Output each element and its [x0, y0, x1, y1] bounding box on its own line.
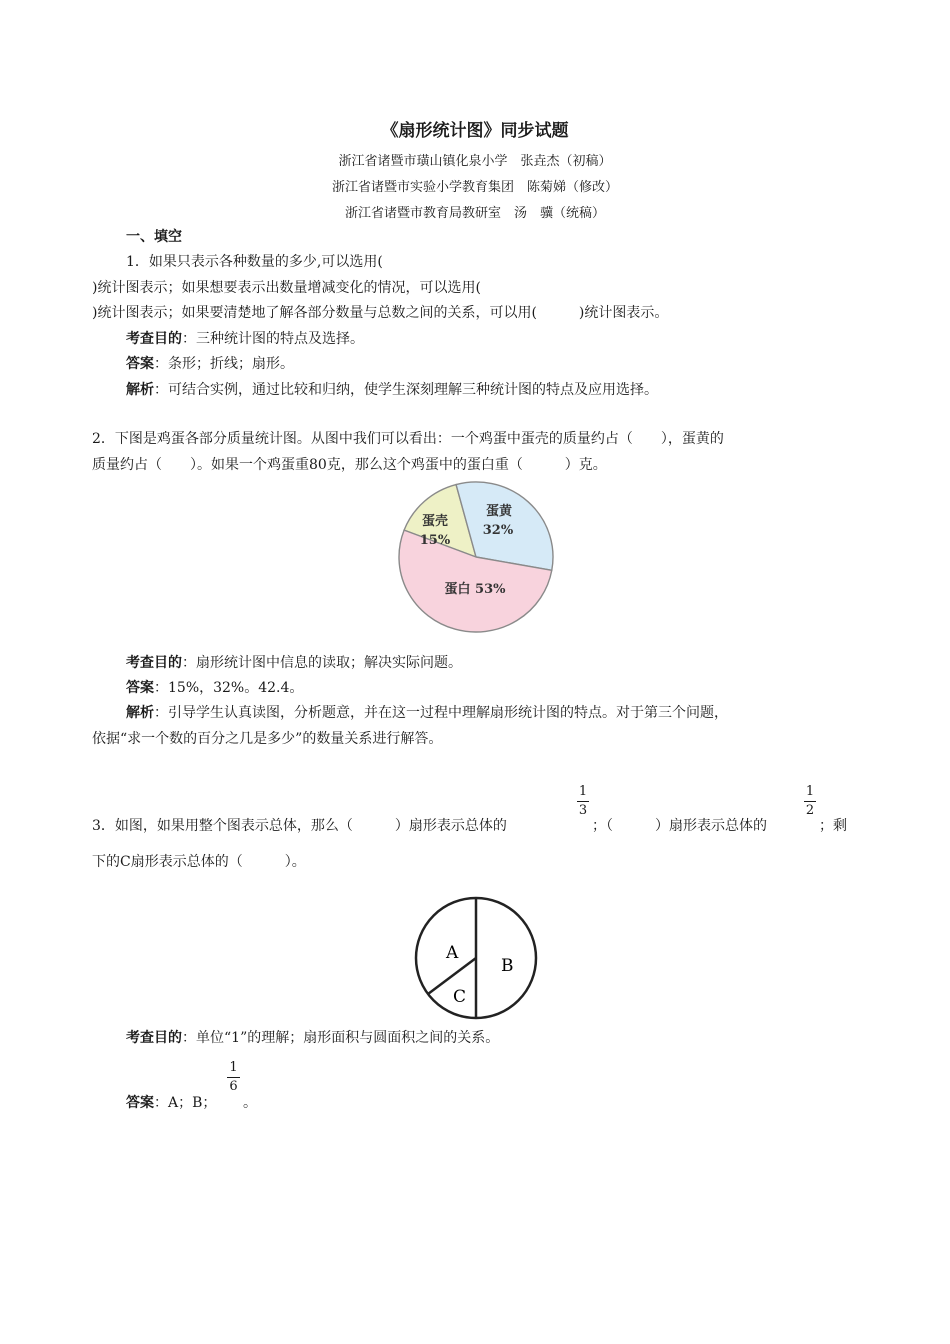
q2-analysis-line-2: 依据“求一个数的百分之几是多少”的数量关系进行解答。: [92, 731, 443, 747]
q2-purpose-text: ：扇形统计图中信息的读取；解决实际问题。: [182, 655, 462, 671]
q1-answer: [126, 353, 294, 373]
analysis-label: 解析: [126, 705, 154, 721]
pie-value-0: 15%: [419, 533, 451, 548]
q3-line-1c: ；剩: [819, 818, 847, 834]
author-line-2: 浙江省诸暨市实验小学教育集团 陈菊娣（修改）: [331, 180, 618, 195]
pie-value-1: 32%: [482, 523, 514, 538]
frac-denominator: 2: [805, 803, 815, 818]
q3-answer-end: 。: [243, 1095, 257, 1111]
q3-purpose: [126, 1027, 499, 1047]
frac-denominator: 6: [229, 1079, 238, 1094]
pie-category-0: 蛋壳: [421, 514, 449, 529]
section-heading: 一、填空: [126, 229, 182, 245]
q2-analysis: [126, 702, 728, 722]
purpose-label: 考查目的: [126, 1030, 182, 1046]
page-title: 《扇形统计图》同步试题: [381, 121, 569, 141]
q3-answer: [126, 1092, 216, 1112]
purpose-label: 考查目的: [126, 655, 182, 671]
frac-bar: [227, 1077, 240, 1078]
q2-line-1: 2．下图是鸡蛋各部分质量统计图。从图中我们可以看出：一个鸡蛋中蛋壳的质量约占（ ），蛋黄的: [92, 431, 724, 447]
sector-label-c: C: [453, 987, 467, 1007]
frac-denominator: 3: [578, 803, 588, 818]
frac-bar: [577, 801, 589, 802]
q3-line-1a: 3．如图，如果用整个图表示总体，那么（ ）扇形表示总体的: [92, 818, 507, 834]
answer-label: 答案: [126, 680, 154, 696]
q2-analysis-text: ：引导学生认真读图，分析题意，并在这一过程中理解扇形统计图的特点。对于第三个问题，: [154, 705, 728, 721]
sector-label-a: A: [446, 943, 459, 963]
frac-numerator: 1: [805, 784, 815, 799]
q1-line-1: 1．如果只表示各种数量的多少,可以选用(: [126, 254, 383, 270]
abc-circle-diagram: [412, 896, 540, 1020]
q1-purpose: [126, 328, 364, 348]
pie-label-2: 蛋白 53%: [444, 582, 506, 597]
q2-line-2: 质量约占（ ）。如果一个鸡蛋重80克，那么这个鸡蛋中的蛋白重（ ）克。: [92, 457, 607, 473]
sector-label-b: B: [501, 956, 514, 976]
frac-bar: [804, 801, 816, 802]
author-line-1: 浙江省诸暨市璜山镇化泉小学 张垚杰（初稿）: [338, 154, 612, 169]
q3-line-1b: ；（ ）扇形表示总体的: [592, 818, 767, 834]
q2-answer-text: ：15%，32%。42.4。: [154, 680, 304, 696]
q1-line-3: )统计图表示；如果要清楚地了解各部分数量与总数之间的关系，可以用( )统计图表示。: [92, 305, 669, 321]
q3-purpose-text: ：单位“1”的理解；扇形面积与圆面积之间的关系。: [182, 1030, 500, 1046]
answer-label: 答案: [126, 1095, 154, 1111]
frac-numerator: 1: [229, 1060, 238, 1075]
q2-purpose: [126, 652, 462, 672]
answer-label: 答案: [126, 356, 154, 372]
fraction-one-sixth: [227, 1060, 240, 1095]
q1-purpose-text: ：三种统计图的特点及选择。: [182, 331, 364, 347]
analysis-label: 解析: [126, 382, 154, 398]
q3-line-2: 下的C扇形表示总体的（ ）。: [92, 854, 306, 870]
q2-answer: [126, 677, 303, 697]
q1-analysis-text: ：可结合实例，通过比较和归纳，使学生深刻理解三种统计图的特点及应用选择。: [154, 382, 658, 398]
egg-pie-chart: [395, 478, 557, 636]
purpose-label: 考查目的: [126, 331, 182, 347]
q3-answer-text: ：A；B；: [154, 1095, 217, 1111]
fraction-one-half: [804, 784, 816, 819]
frac-numerator: 1: [578, 784, 588, 799]
q1-line-2: )统计图表示；如果想要表示出数量增减变化的情况，可以选用(: [92, 280, 481, 296]
pie-category-1: 蛋黄: [485, 504, 513, 519]
fraction-one-third: [577, 784, 589, 819]
q1-analysis: [126, 379, 658, 399]
q1-answer-text: ：条形；折线；扇形。: [154, 356, 294, 372]
author-line-3: 浙江省诸暨市教育局教研室 汤 骥（统稿）: [344, 206, 605, 221]
